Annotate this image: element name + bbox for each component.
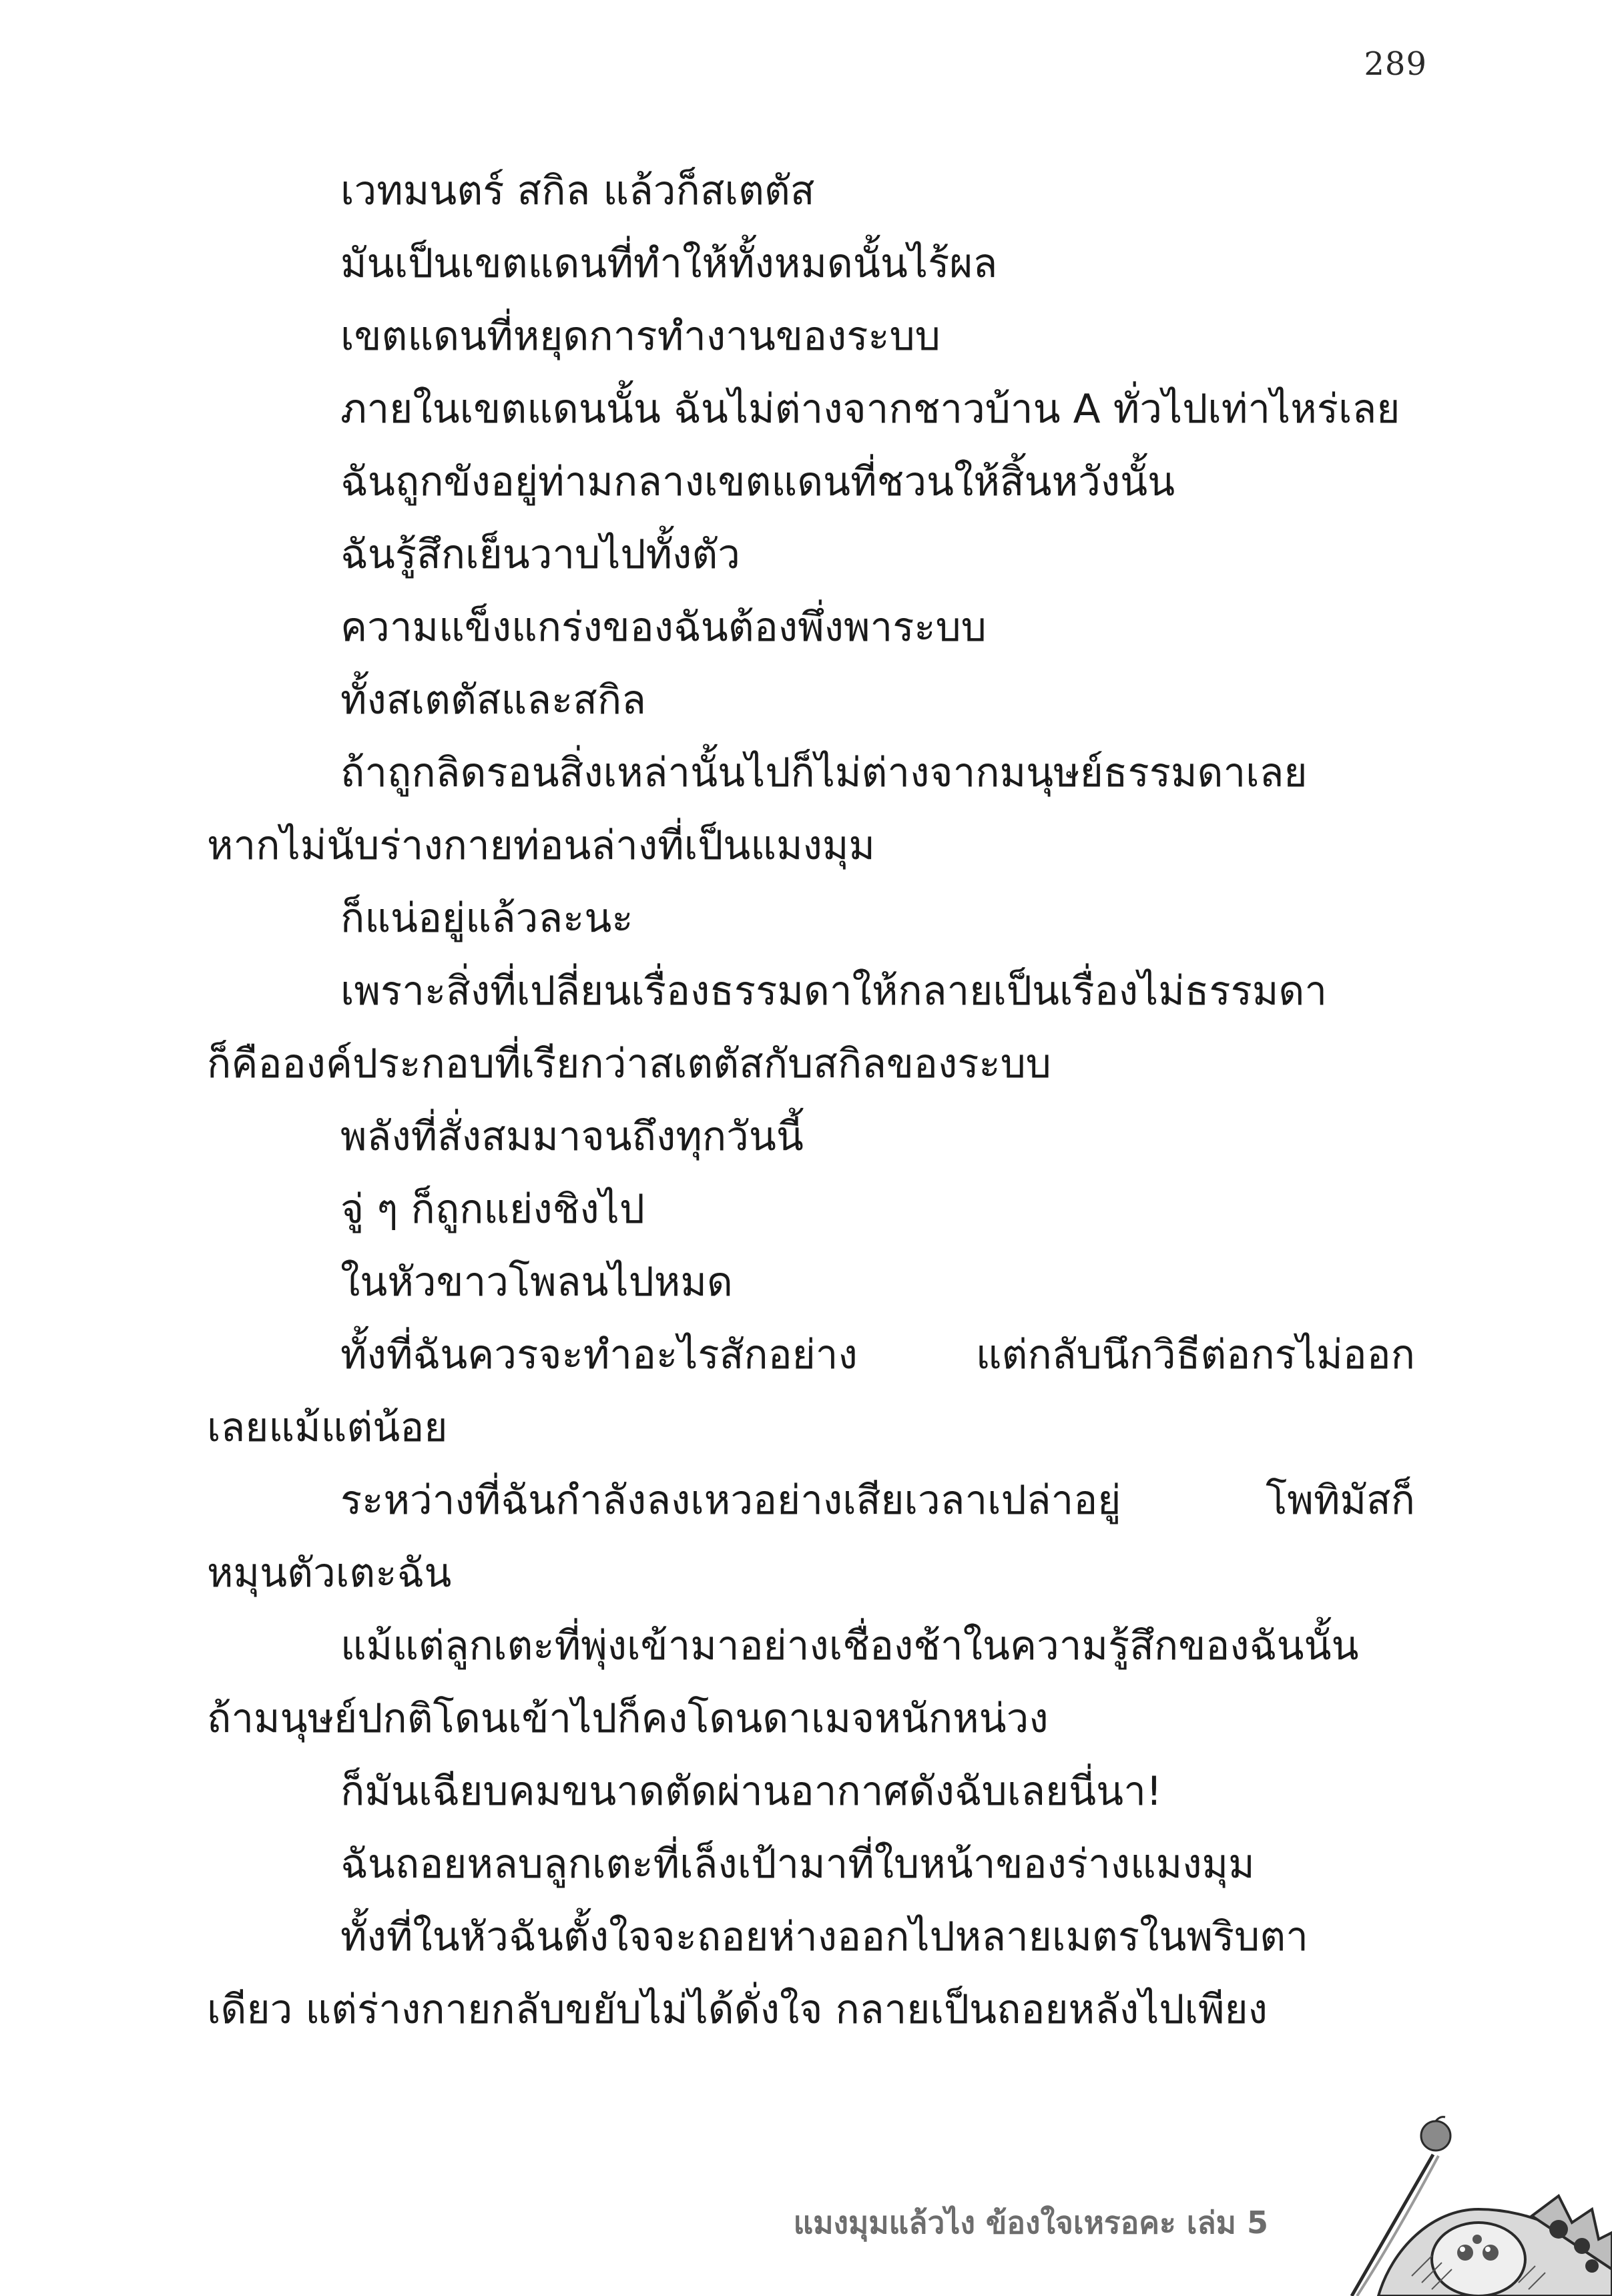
paragraph-line: ความแข็งแกร่งของฉันต้องพึ่งพาระบบ bbox=[340, 604, 987, 651]
paragraph-line: มันเป็นเขตแดนที่ทำให้ทั้งหมดนั้นไร้ผล bbox=[340, 240, 998, 287]
paragraph-line: เดียว แต่ร่างกายกลับขยับไม่ได้ดั่งใจ กลายเป็นถอยหลังไปเพียง bbox=[207, 1986, 1268, 2033]
paragraph-line: ก็มันเฉียบคมขนาดตัดผ่านอากาศดังฉับเลยนี่นา! bbox=[340, 1768, 1162, 1815]
spider-character-illustration bbox=[1278, 2116, 1612, 2296]
paragraph-line: ระหว่างที่ฉันกำลังลงเหวอย่างเสียเวลาเปล่าอยู่ โพทิมัสก็ bbox=[340, 1477, 1415, 1524]
page-number: 289 bbox=[1364, 45, 1427, 83]
paragraph-line: ทั้งที่ฉันควรจะทำอะไรสักอย่าง แต่กลับนึกวิธีต่อกรไม่ออก bbox=[340, 1332, 1415, 1378]
paragraph-line: ฉันรู้สึกเย็นวาบไปทั้งตัว bbox=[340, 531, 740, 578]
paragraph-line: ในหัวขาวโพลนไปหมด bbox=[340, 1259, 733, 1306]
paragraph-line: ภายในเขตแดนนั้น ฉันไม่ต่างจากชาวบ้าน A ทั่วไปเท่าไหร่เลย bbox=[340, 386, 1400, 433]
paragraph-line: เพราะสิ่งที่เปลี่ยนเรื่องธรรมดาให้กลายเป็นเรื่องไม่ธรรมดา bbox=[340, 968, 1328, 1015]
paragraph-line: ทั้งที่ในหัวฉันตั้งใจจะถอยห่างออกไปหลายเมตรในพริบตา bbox=[340, 1914, 1308, 1960]
paragraph-line: ถ้าถูกลิดรอนสิ่งเหล่านั้นไปก็ไม่ต่างจากมนุษย์ธรรมดาเลย bbox=[340, 750, 1308, 796]
paragraph-line: เลยแม้แต่น้อย bbox=[207, 1404, 448, 1451]
paragraph-line: ฉันถอยหลบลูกเตะที่เล็งเป้ามาที่ใบหน้าของร่างแมงมุม bbox=[340, 1841, 1255, 1888]
footer-book-title: แมงมุมแล้วไง ข้องใจเหรอคะ เล่ม 5 bbox=[793, 2205, 1268, 2241]
paragraph-line: เขตแดนที่หยุดการทำงานของระบบ bbox=[340, 313, 941, 360]
paragraph-line: แม้แต่ลูกเตะที่พุ่งเข้ามาอย่างเชื่องช้าในความรู้สึกของฉันนั้น bbox=[340, 1623, 1359, 1669]
paragraph-line: ก็แน่อยู่แล้วละนะ bbox=[340, 895, 633, 942]
paragraph-line: หากไม่นับร่างกายท่อนล่างที่เป็นแมงมุม bbox=[207, 822, 875, 869]
paragraph-line: ทั้งสเตตัสและสกิล bbox=[340, 677, 646, 724]
paragraph-line: จู่ ๆ ก็ถูกแย่งชิงไป bbox=[340, 1186, 645, 1233]
paragraph-line: เวทมนตร์ สกิล แล้วก็สเตตัส bbox=[340, 168, 815, 214]
paragraph-line: ถ้ามนุษย์ปกติโดนเข้าไปก็คงโดนดาเมจหนักหน่วง bbox=[207, 1695, 1049, 1742]
paragraph-line: หมุนตัวเตะฉัน bbox=[207, 1550, 452, 1597]
paragraph-line: ก็คือองค์ประกอบที่เรียกว่าสเตตัสกับสกิลของระบบ bbox=[207, 1041, 1051, 1087]
paragraph-line: ฉันถูกขังอยู่ท่ามกลางเขตแดนที่ชวนให้สิ้นหวังนั้น bbox=[340, 459, 1175, 505]
body-text bbox=[207, 155, 1415, 2046]
paragraph-line: พลังที่สั่งสมมาจนถึงทุกวันนี้ bbox=[340, 1113, 804, 1160]
